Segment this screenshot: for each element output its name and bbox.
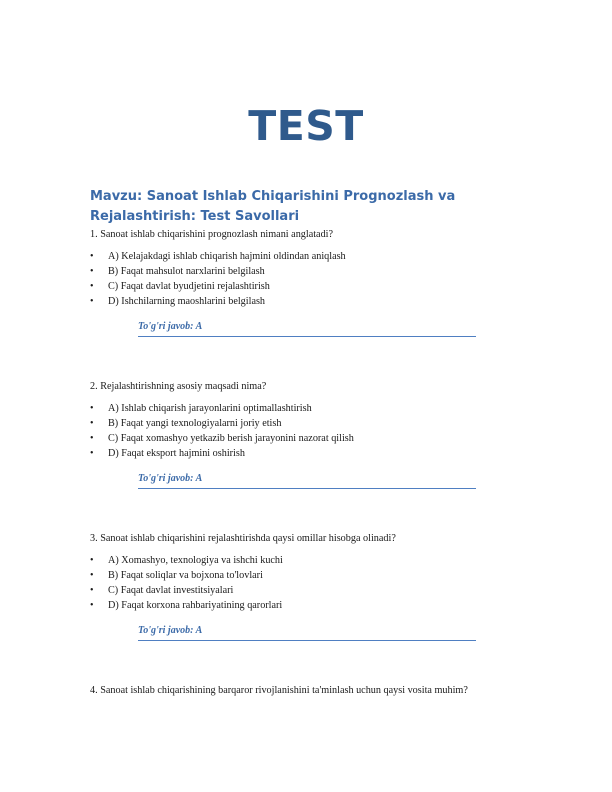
option-item: • B) Faqat soliqlar va bojxona to'lovlari — [90, 568, 530, 583]
option-item: • A) Kelajakdagi ishlab chiqarish hajmini oldindan aniqlash — [90, 249, 530, 264]
option-item: • D) Faqat eksport hajmini oshirish — [90, 446, 530, 461]
option-list — [90, 401, 530, 461]
option-item: • B) Faqat yangi texnologiyalarni joriy etish — [90, 416, 530, 431]
question-text: 2. Rejalashtirishning asosiy maqsadi nima? — [90, 381, 267, 392]
correct-answer: To'g'ri javob: A — [138, 471, 476, 489]
question-text: 1. Sanoat ishlab chiqarishini prognozlash nimani anglatadi? — [90, 229, 334, 240]
option-item: • D) Faqat korxona rahbariyatining qarorlari — [90, 598, 530, 613]
question-text: 3. Sanoat ishlab chiqarishini rejalashtirishda qaysi omillar hisobga olinadi? — [90, 533, 396, 544]
option-item: • C) Faqat xomashyo yetkazib berish jarayonini nazorat qilish — [90, 431, 530, 446]
option-item: • A) Xomashyo, texnologiya va ishchi kuchi — [90, 553, 530, 568]
correct-answer: To'g'ri javob: A — [138, 319, 476, 337]
question-text: 4. Sanoat ishlab chiqarishining barqaror rivojlanishini ta'minlash uchun qaysi vosita muhim? — [90, 685, 468, 696]
option-item: • D) Ishchilarning maoshlarini belgilash — [90, 294, 530, 309]
page-title: TEST — [248, 102, 364, 150]
option-item: • C) Faqat davlat byudjetini rejalashtirish — [90, 279, 530, 294]
question-block-3 — [90, 530, 530, 641]
correct-answer: To'g'ri javob: A — [138, 623, 476, 641]
option-item: • C) Faqat davlat investitsiyalari — [90, 583, 530, 598]
option-item: • B) Faqat mahsulot narxlarini belgilash — [90, 264, 530, 279]
option-item: • A) Ishlab chiqarish jarayonlarini optimallashtirish — [90, 401, 530, 416]
question-block-4 — [90, 682, 530, 699]
option-list — [90, 553, 530, 613]
option-list — [90, 249, 530, 309]
question-block-1 — [90, 226, 530, 337]
question-block-2 — [90, 378, 530, 489]
topic-heading: Mavzu: Sanoat Ishlab Chiqarishini Prognozlash va Rejalashtirish: Test Savollari — [90, 189, 456, 224]
